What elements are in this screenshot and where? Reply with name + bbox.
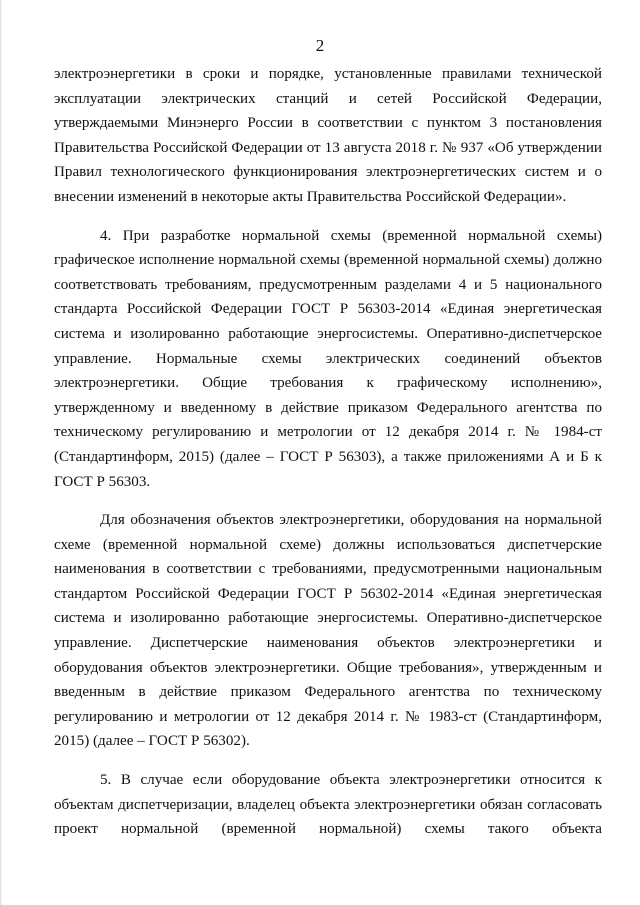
scan-edge [0,0,2,905]
paragraph-item-5: 5. В случае если оборудование объекта электроэнергетики относится к объектам диспетчеризации, владелец объекта электроэнергетики обязан согласовать проект нормальной (временной нормальной) схемы такого объекта [54,772,602,838]
paragraph-item-4: 4. При разработке нормальной схемы (временной нормальной схемы) графическое исполнение нормальной схемы (временной нормальной схемы) должно соответствовать требованиям, предусмотренным разделами 4 и 5 национального стандарта Российской Федерации ГОСТ Р 56303-2014 «Единая энергетическая система и изолированно работающие энергосистемы. Оперативно-диспетчерское управление. Нормальные схемы электрических соединений объектов электроэнергетики. Общие требования к графическому исполнению», утвержденному и введенному в действие приказом Федерального агентства по техническому регулированию и метрологии от 12 декабря 2014 г. № 1984-ст (Стандартинформ, 2015) (далее – ГОСТ Р 56303), а также приложениями А и Б к ГОСТ Р 56303. [54,227,602,490]
page-number: 2 [315,36,325,55]
paragraph-designations: Для обозначения объектов электроэнергетики, оборудования на нормальной схеме (временной нормальной схеме) должны использоваться диспетчерские наименования в соответствии с требованиями, предусмотренными национальным стандартом Российской Федерации ГОСТ Р 56302-2014 «Единая энергетическая система и изолированно работающие энергосистемы. Оперативно-диспетчерское управление. Диспетчерские наименования объектов электроэнергетики и оборудования объектов электроэнергетики. Общие требования», утвержденным и введенным в действие приказом Федерального агентства по техническому регулированию и метрологии от 12 декабря 2014 г. № 1983-ст (Стандартинформ, 2015) (далее – ГОСТ Р 56302). [54,512,602,750]
document-body [54,62,602,856]
paragraph-continuation: электроэнергетики в сроки и порядке, установленные правилами технической эксплуатации электрических станций и сетей Российской Федерации, утверждаемыми Минэнерго России в соответствии с пунктом 3 постановления Правительства Российской Федерации от 13 августа 2018 г. № 937 «Об утверждении Правил технологического функционирования электроэнергетических систем и о внесении изменений в некоторые акты Правительства Российской Федерации». [54,66,602,205]
